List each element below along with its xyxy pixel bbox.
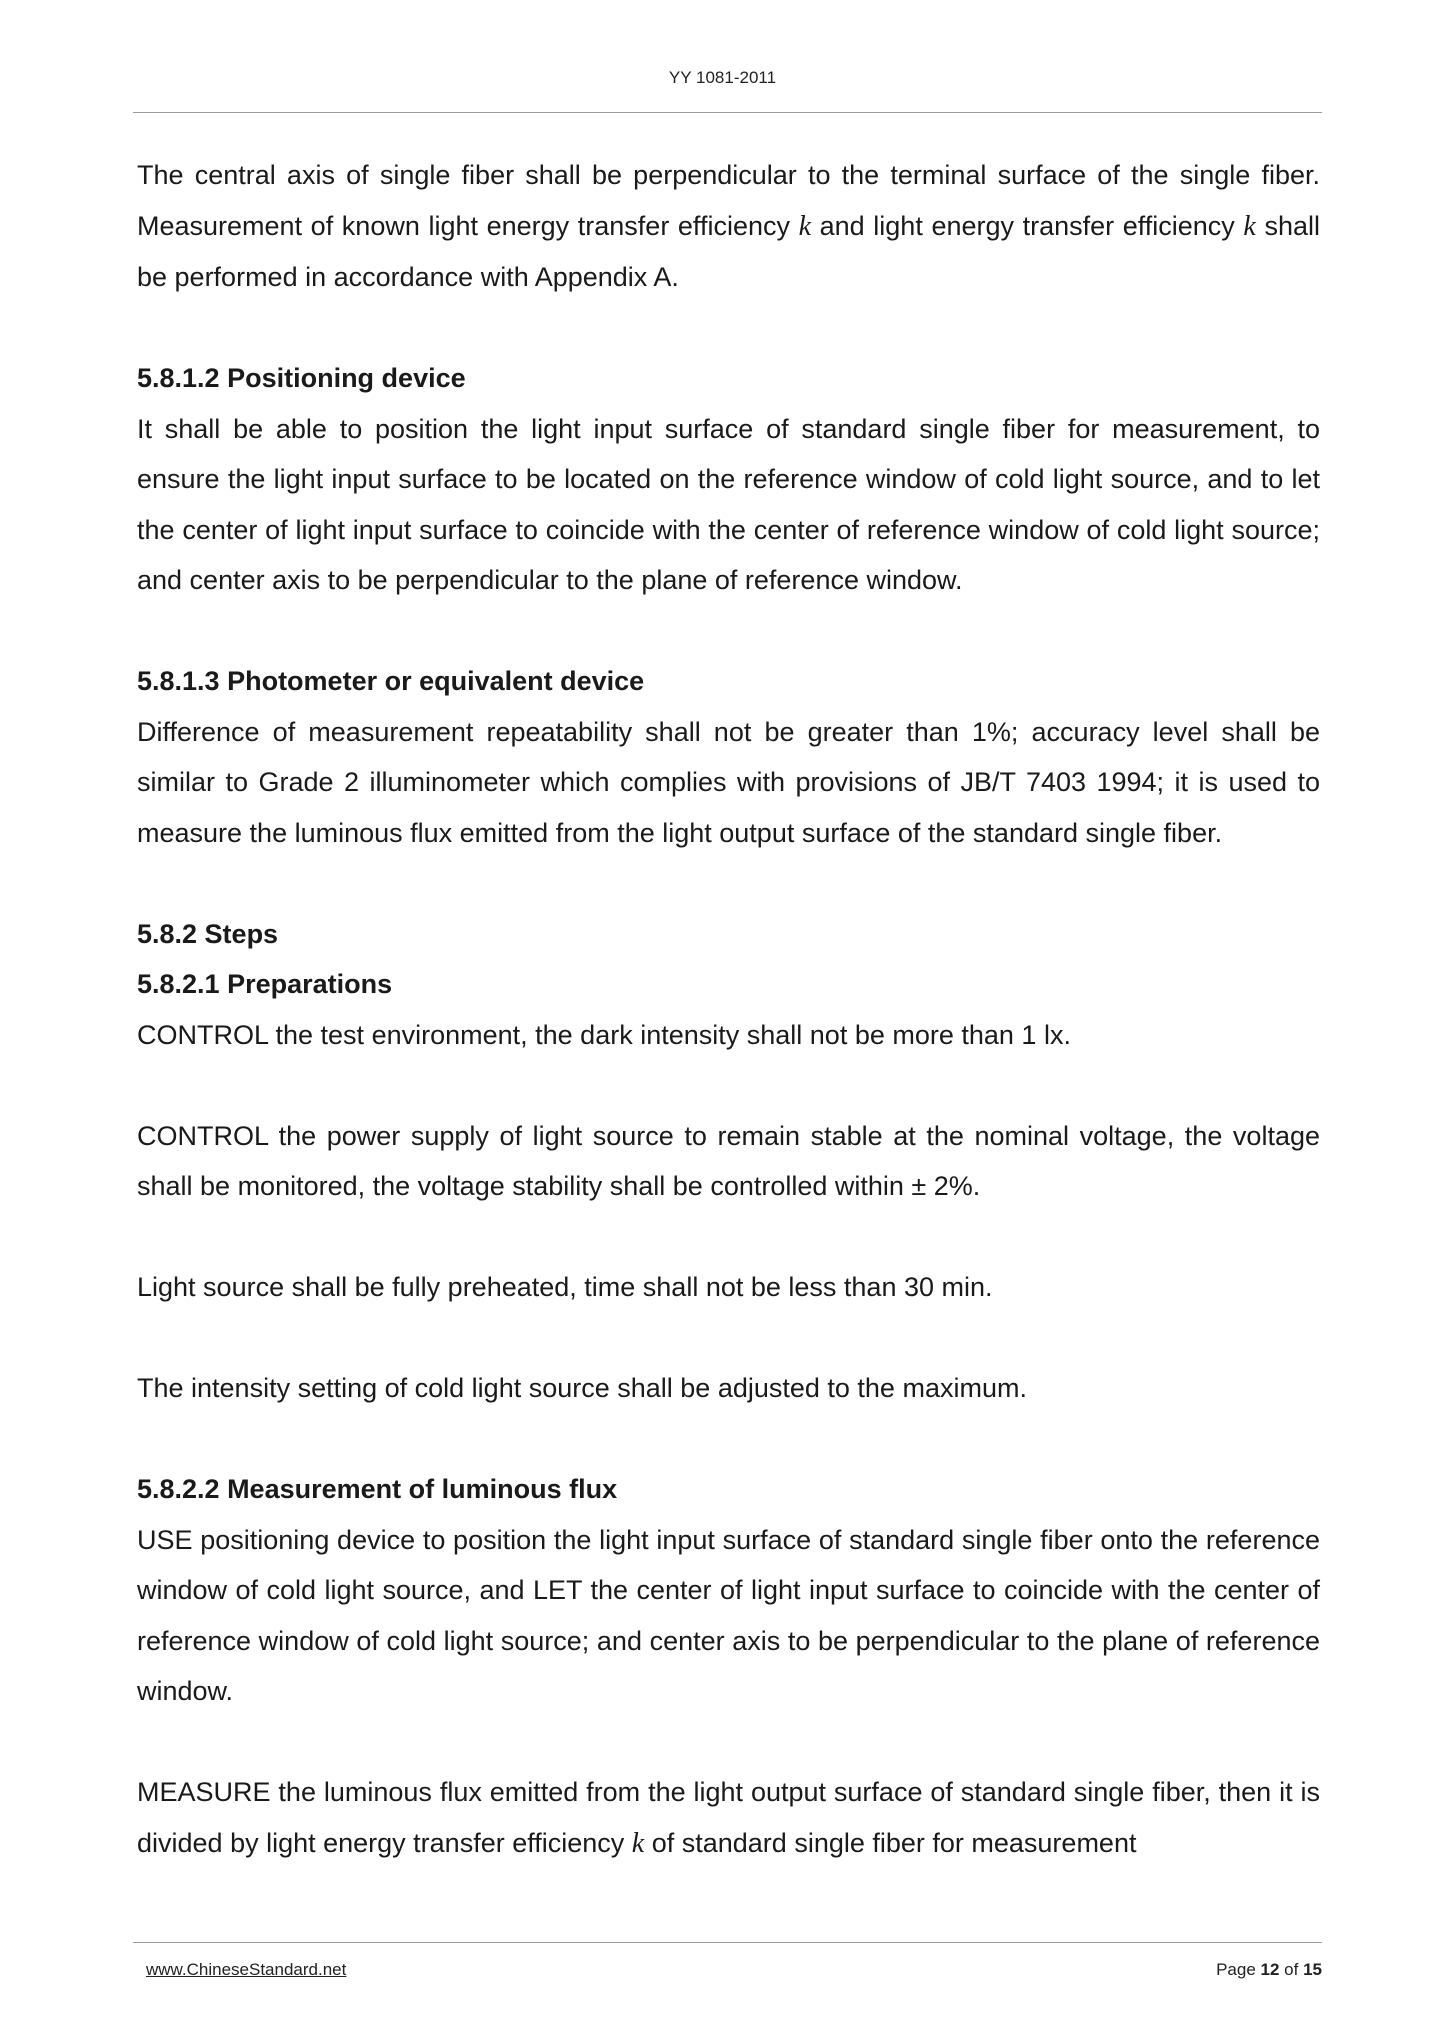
intro-text-part-3: shall be performed in accordance with Appendix A. <box>137 210 1320 292</box>
paragraph-5-8-2-1-intensity: The intensity setting of cold light source shall be adjusted to the maximum. <box>137 1373 1027 1403</box>
paragraph-5-8-2-1-preheat: Light source shall be fully preheated, time shall not be less than 30 min. <box>137 1272 993 1302</box>
footer-divider <box>133 1942 1322 1943</box>
header-divider <box>133 112 1322 113</box>
heading-5-8-1-3: 5.8.1.3 Photometer or equivalent device <box>137 666 645 696</box>
current-page: 12 <box>1260 1960 1280 1979</box>
paragraph-5-8-2-1-power: CONTROL the power supply of light source to remain stable at the nominal voltage, the voltage shall be monitored, the voltage stability shall be controlled within ± 2%. <box>137 1120 1320 1201</box>
paragraph-5-8-2-2-measure <box>137 1767 1320 1869</box>
page-of: of <box>1279 1960 1304 1979</box>
intro-text-part-2: and light energy transfer efficiency <box>811 210 1244 241</box>
variable-k: k <box>798 210 812 242</box>
page-body <box>137 150 1320 1869</box>
document-code: YY 1081-2011 <box>668 68 777 87</box>
total-pages: 15 <box>1303 1960 1322 1979</box>
page-number <box>1216 1960 1322 1980</box>
page-prefix: Page <box>1216 1960 1261 1979</box>
measure-text-part-1: MEASURE the luminous flux emitted from the light output surface of standard single fiber, then it is divided by light energy transfer efficiency <box>137 1777 1320 1858</box>
heading-5-8-2: 5.8.2 Steps <box>137 918 279 949</box>
heading-5-8-1-2: 5.8.1.2 Positioning device <box>137 363 466 393</box>
website-link[interactable]: www.ChineseStandard.net <box>146 1960 347 1979</box>
measure-text-part-2: of standard single fiber for measurement <box>644 1827 1137 1858</box>
paragraph-5-8-2-2-positioning: USE positioning device to position the light input surface of standard single fiber onto the reference window of cold light source, and LET the center of light input surface to coincide with the center of reference window of cold light source; and center axis to be perpendicular to the plane of reference window. <box>137 1524 1320 1706</box>
intro-text-part-1: The central axis of single fiber shall be perpendicular to the terminal surface of the single fiber. Measurement of known light energy transfer efficiency <box>137 160 1320 241</box>
heading-5-8-2-1: 5.8.2.1 Preparations <box>137 969 393 999</box>
variable-k: k <box>1243 210 1256 242</box>
heading-5-8-2-2: 5.8.2.2 Measurement of luminous flux <box>137 1474 618 1504</box>
variable-k: k <box>631 1827 645 1859</box>
paragraph-5-8-1-3: Difference of measurement repeatability shall not be greater than 1%; accuracy level shall be similar to Grade 2 illuminometer which complies with provisions of JB/T 7403 1994; it is used to measure the luminous flux emitted from the light output surface of the standard single fiber. <box>137 716 1320 848</box>
paragraph-5-8-2-1-environment: CONTROL the test environment, the dark intensity shall not be more than 1 lx. <box>137 1019 1071 1050</box>
paragraph-5-8-1-2: It shall be able to position the light input surface of standard single fiber for measurement, to ensure the light input surface to be located on the reference window of cold light source, and to let the center of light input surface to coincide with the center of reference window of cold light source; and center axis to be perpendicular to the plane of reference window. <box>137 413 1320 595</box>
intro-paragraph <box>137 150 1320 303</box>
